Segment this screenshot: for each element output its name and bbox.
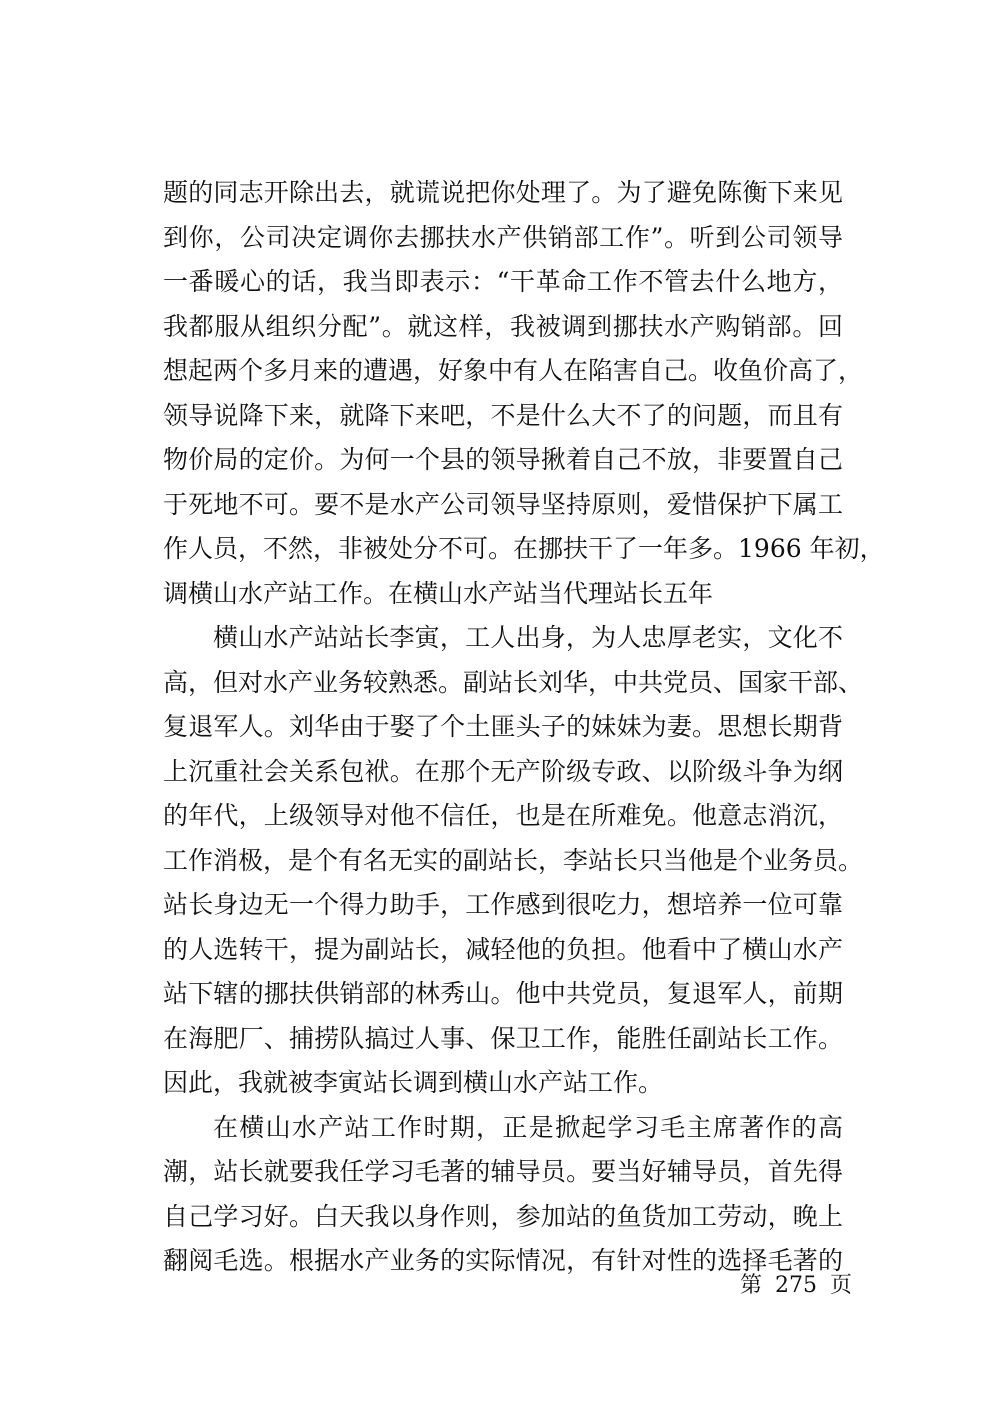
text-line: 一番暖心的话，我当即表示：“干革命工作不管去什么地方， xyxy=(163,267,843,296)
text-line: 工作消极，是个有名无实的副站长，李站长只当他是个业务员。 xyxy=(163,845,864,875)
text-line: 复退军人。刘华由于娶了个土匪头子的妹妹为妻。思想长期背 xyxy=(163,712,843,741)
text-line: 于死地不可。要不是水产公司领导坚持原则，爱惜保护下属工 xyxy=(163,489,843,519)
text-line: 在海肥厂、捕捞队搞过人事、保卫工作，能胜任副站长工作。 xyxy=(163,1023,843,1053)
body-text xyxy=(163,171,885,1284)
page-number-value: 275 xyxy=(775,1273,818,1298)
text-line: 我都服从组织分配”。就这样，我被调到挪扶水产购销部。回 xyxy=(163,311,843,341)
text-line: 翻阅毛选。根据水产业务的实际情况，有针对性的选择毛著的 xyxy=(163,1246,843,1275)
page-number-prefix: 第 xyxy=(740,1273,763,1298)
text-line: 调横山水产站工作。在横山水产站当代理站长五年 xyxy=(163,578,714,608)
text-line: 的人选转干，提为副站长，减轻他的负担。他看中了横山水产 xyxy=(163,934,843,964)
text-line: 想起两个多月来的遭遇，好象中有人在陷害自己。收鱼价高了， xyxy=(163,356,864,385)
text-line: 上沉重社会关系包袱。在那个无产阶级专政、以阶级斗争为纲 xyxy=(163,756,843,786)
text-line: 物价局的定价。为何一个县的领导揪着自己不放，非要置自己 xyxy=(163,445,843,474)
text-line: 在横山水产站工作时期，正是掀起学习毛主席著作的高 xyxy=(213,1112,843,1142)
text-line: 站下辖的挪扶供销部的林秀山。他中共党员，复退军人，前期 xyxy=(163,979,843,1008)
text-line: 领导说降下来，就降下来吧，不是什么大不了的问题，而且有 xyxy=(163,400,843,430)
text-line: 的年代，上级领导对他不信任，也是在所难免。他意志消沉， xyxy=(163,801,843,830)
text-line: 潮，站长就要我任学习毛著的辅导员。要当好辅导员，首先得 xyxy=(163,1157,843,1186)
text-line: 题的同志开除出去，就谎说把你处理了。为了避免陈衡下来见 xyxy=(163,178,843,207)
text-line: 到你，公司决定调你去挪扶水产供销部工作”。听到公司领导 xyxy=(163,222,843,252)
text-line: 自己学习好。白天我以身作则，参加站的鱼货加工劳动，晚上 xyxy=(163,1201,843,1231)
text-line: 横山水产站站长李寅，工人出身，为人忠厚老实，文化不 xyxy=(213,623,843,652)
text-line: 站长身边无一个得力助手，工作感到很吃力，想培养一位可靠 xyxy=(163,890,843,919)
text-line: 因此，我就被李寅站长调到横山水产站工作。 xyxy=(163,1068,664,1097)
text-line: 高，但对水产业务较熟悉。副站长刘华，中共党员、国家干部、 xyxy=(163,667,864,697)
page-number-suffix: 页 xyxy=(830,1273,853,1298)
page-number xyxy=(740,1271,853,1301)
text-line: 作人员，不然，非被处分不可。在挪扶干了一年多。1966 年初， xyxy=(163,534,885,563)
